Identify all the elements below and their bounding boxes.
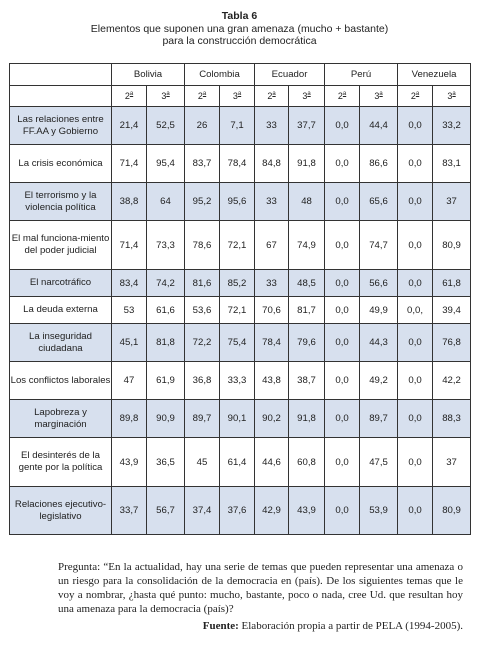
value-cell: 61,6 (147, 297, 185, 324)
value-cell: 56,6 (360, 270, 398, 297)
value-cell: 65,6 (360, 183, 398, 221)
table-row (10, 362, 471, 400)
wave-suffix: a (415, 91, 420, 97)
wave-number: 2 (124, 91, 130, 101)
value-cell: 0,0 (325, 107, 360, 145)
value-cell: 0,0 (398, 270, 433, 297)
value-cell: 26 (185, 107, 220, 145)
value-cell: 47,5 (360, 438, 398, 487)
value-cell: 56,7 (147, 487, 185, 535)
value-cell: 48,5 (289, 270, 325, 297)
wave-number: 3 (447, 91, 453, 101)
country-header: Bolivia (112, 64, 185, 86)
row-label: El desinterés de la gente por la política (10, 438, 112, 487)
value-cell: 0,0 (325, 324, 360, 362)
value-cell: 0,0 (398, 183, 433, 221)
value-cell: 33,2 (433, 107, 471, 145)
value-cell: 44,6 (255, 438, 289, 487)
value-cell: 91,8 (289, 145, 325, 183)
value-cell: 49,9 (360, 297, 398, 324)
value-cell: 85,2 (220, 270, 255, 297)
table-row (10, 400, 471, 438)
value-cell: 33,7 (112, 487, 147, 535)
value-cell: 0,0 (398, 145, 433, 183)
source-note (0, 620, 463, 632)
value-cell: 90,9 (147, 400, 185, 438)
value-cell: 0,0 (325, 270, 360, 297)
value-cell: 42,9 (255, 487, 289, 535)
value-cell: 44,3 (360, 324, 398, 362)
wave-number: 2 (337, 91, 343, 101)
country-header: Perú (325, 64, 398, 86)
table-title (0, 10, 479, 48)
value-cell: 39,4 (433, 297, 471, 324)
wave-header (325, 86, 360, 107)
value-cell: 0,0 (398, 107, 433, 145)
value-cell: 37,4 (185, 487, 220, 535)
value-cell: 95,4 (147, 145, 185, 183)
wave-header-row (10, 86, 471, 107)
value-cell: 95,6 (220, 183, 255, 221)
wave-suffix: a (342, 91, 347, 97)
row-label: Las relaciones entre FF.AA y Gobierno (10, 107, 112, 145)
value-cell: 71,4 (112, 145, 147, 183)
wave-suffix: a (307, 91, 311, 97)
value-cell: 43,9 (289, 487, 325, 535)
value-cell: 79,6 (289, 324, 325, 362)
row-label: El narcotráfico (10, 270, 112, 297)
value-cell: 90,1 (220, 400, 255, 438)
value-cell: 33,3 (220, 362, 255, 400)
value-cell: 91,8 (289, 400, 325, 438)
value-cell: 7,1 (220, 107, 255, 145)
value-cell: 95,2 (185, 183, 220, 221)
value-cell: 81,8 (147, 324, 185, 362)
value-cell: 42,2 (433, 362, 471, 400)
value-cell: 0,0 (398, 487, 433, 535)
table-row (10, 297, 471, 324)
value-cell: 60,8 (289, 438, 325, 487)
value-cell: 74,7 (360, 221, 398, 270)
row-label: Relaciones ejecutivo-legislativo (10, 487, 112, 535)
value-cell: 73,3 (147, 221, 185, 270)
value-cell: 72,2 (185, 324, 220, 362)
source-text: Elaboración propia a partir de PELA (1994-2005). (238, 620, 463, 632)
value-cell: 21,4 (112, 107, 147, 145)
table-number: Tabla 6 (221, 10, 258, 22)
value-cell: 0,0 (325, 487, 360, 535)
value-cell: 37,6 (220, 487, 255, 535)
value-cell: 80,9 (433, 487, 471, 535)
wave-number: 3 (232, 91, 238, 101)
value-cell: 88,3 (433, 400, 471, 438)
value-cell: 83,4 (112, 270, 147, 297)
wave-suffix: a (272, 91, 276, 97)
value-cell: 64 (147, 183, 185, 221)
value-cell: 0,0 (325, 400, 360, 438)
wave-number: 3 (302, 91, 308, 101)
wave-number: 3 (161, 91, 167, 101)
value-cell: 89,7 (185, 400, 220, 438)
value-cell: 36,5 (147, 438, 185, 487)
value-cell: 83,7 (185, 145, 220, 183)
value-cell: 48 (289, 183, 325, 221)
table-caption-line1: Elementos que suponen una gran amenaza (mucho + bastante) (90, 22, 389, 35)
value-cell: 81,6 (185, 270, 220, 297)
wave-suffix: a (202, 91, 207, 97)
table-caption-line2: para la construcción democrática (162, 35, 317, 47)
country-header: Venezuela (398, 64, 471, 86)
wave-header (112, 86, 147, 107)
wave-header (398, 86, 433, 107)
wave-header (147, 86, 185, 107)
value-cell: 90,2 (255, 400, 289, 438)
value-cell: 89,7 (360, 400, 398, 438)
value-cell: 45 (185, 438, 220, 487)
value-cell: 78,6 (185, 221, 220, 270)
value-cell: 72,1 (220, 221, 255, 270)
value-cell: 74,9 (289, 221, 325, 270)
value-cell: 75,4 (220, 324, 255, 362)
value-cell: 0,0 (398, 438, 433, 487)
row-label: La inseguridad ciudadana (10, 324, 112, 362)
country-header: Ecuador (255, 64, 325, 86)
wave-number: 2 (267, 91, 273, 101)
value-cell: 81,7 (289, 297, 325, 324)
table-row (10, 145, 471, 183)
corner-cell (10, 64, 112, 86)
row-label: Lapobreza y marginación (10, 400, 112, 438)
value-cell: 0,0 (325, 183, 360, 221)
wave-suffix: a (452, 91, 456, 97)
value-cell: 61,8 (433, 270, 471, 297)
value-cell: 33 (255, 270, 289, 297)
value-cell: 61,4 (220, 438, 255, 487)
value-cell: 43,9 (112, 438, 147, 487)
value-cell: 61,9 (147, 362, 185, 400)
value-cell: 45,1 (112, 324, 147, 362)
value-cell: 33 (255, 183, 289, 221)
table-row (10, 487, 471, 535)
value-cell: 52,5 (147, 107, 185, 145)
value-cell: 53,9 (360, 487, 398, 535)
value-cell: 80,9 (433, 221, 471, 270)
value-cell: 37,7 (289, 107, 325, 145)
value-cell: 37 (433, 438, 471, 487)
value-cell: 53 (112, 297, 147, 324)
value-cell: 78,4 (220, 145, 255, 183)
row-label: Los conflictos laborales (10, 362, 112, 400)
value-cell: 0,0 (325, 438, 360, 487)
wave-number: 3 (374, 91, 380, 101)
value-cell: 0,0 (398, 362, 433, 400)
value-cell: 37 (433, 183, 471, 221)
row-label: La crisis económica (10, 145, 112, 183)
value-cell: 43,8 (255, 362, 289, 400)
table-row (10, 324, 471, 362)
value-cell: 71,4 (112, 221, 147, 270)
wave-header (185, 86, 220, 107)
wave-header (433, 86, 471, 107)
value-cell: 70,6 (255, 297, 289, 324)
wave-suffix: a (129, 91, 134, 97)
table-row (10, 107, 471, 145)
value-cell: 86,6 (360, 145, 398, 183)
value-cell: 44,4 (360, 107, 398, 145)
table-row (10, 270, 471, 297)
corner-cell (10, 86, 112, 107)
wave-suffix: a (237, 91, 242, 97)
table-row (10, 438, 471, 487)
value-cell: 84,8 (255, 145, 289, 183)
value-cell: 0,0, (398, 297, 433, 324)
value-cell: 47 (112, 362, 147, 400)
table-row (10, 221, 471, 270)
value-cell: 36,8 (185, 362, 220, 400)
value-cell: 0,0 (398, 221, 433, 270)
value-cell: 0,0 (325, 145, 360, 183)
wave-suffix: a (379, 91, 383, 97)
source-label: Fuente: (202, 620, 239, 632)
footnote: Pregunta: “En la actualidad, hay una serie de temas que pueden representar una amenaza o un riesgo para la consolidación de la democracia en (país). De los siguientes temas que le voy a nombrar, ¿hasta qué punto: mucho, bastante, poco o nada, cree Ud. que resultan hoy una amenaza para la democracia (país)? (58, 561, 463, 615)
value-cell: 0,0 (398, 400, 433, 438)
value-cell: 83,1 (433, 145, 471, 183)
wave-number: 2 (410, 91, 416, 101)
wave-header (360, 86, 398, 107)
wave-header (220, 86, 255, 107)
wave-header (255, 86, 289, 107)
wave-header (289, 86, 325, 107)
value-cell: 0,0 (325, 221, 360, 270)
value-cell: 53,6 (185, 297, 220, 324)
country-header: Colombia (185, 64, 255, 86)
wave-suffix: a (166, 91, 170, 97)
wave-number: 2 (197, 91, 203, 101)
value-cell: 89,8 (112, 400, 147, 438)
row-label: La deuda externa (10, 297, 112, 324)
value-cell: 33 (255, 107, 289, 145)
value-cell: 0,0 (398, 324, 433, 362)
value-cell: 38,8 (112, 183, 147, 221)
value-cell: 0,0 (325, 297, 360, 324)
value-cell: 67 (255, 221, 289, 270)
value-cell: 38,7 (289, 362, 325, 400)
value-cell: 76,8 (433, 324, 471, 362)
table-row (10, 183, 471, 221)
country-header-row (10, 64, 471, 86)
table-body (10, 64, 471, 535)
row-label: El mal funciona-miento del poder judicial (10, 221, 112, 270)
value-cell: 49,2 (360, 362, 398, 400)
value-cell: 74,2 (147, 270, 185, 297)
value-cell: 78,4 (255, 324, 289, 362)
value-cell: 72,1 (220, 297, 255, 324)
value-cell: 0,0 (325, 362, 360, 400)
row-label: El terrorismo y la violencia política (10, 183, 112, 221)
data-table (9, 63, 471, 535)
